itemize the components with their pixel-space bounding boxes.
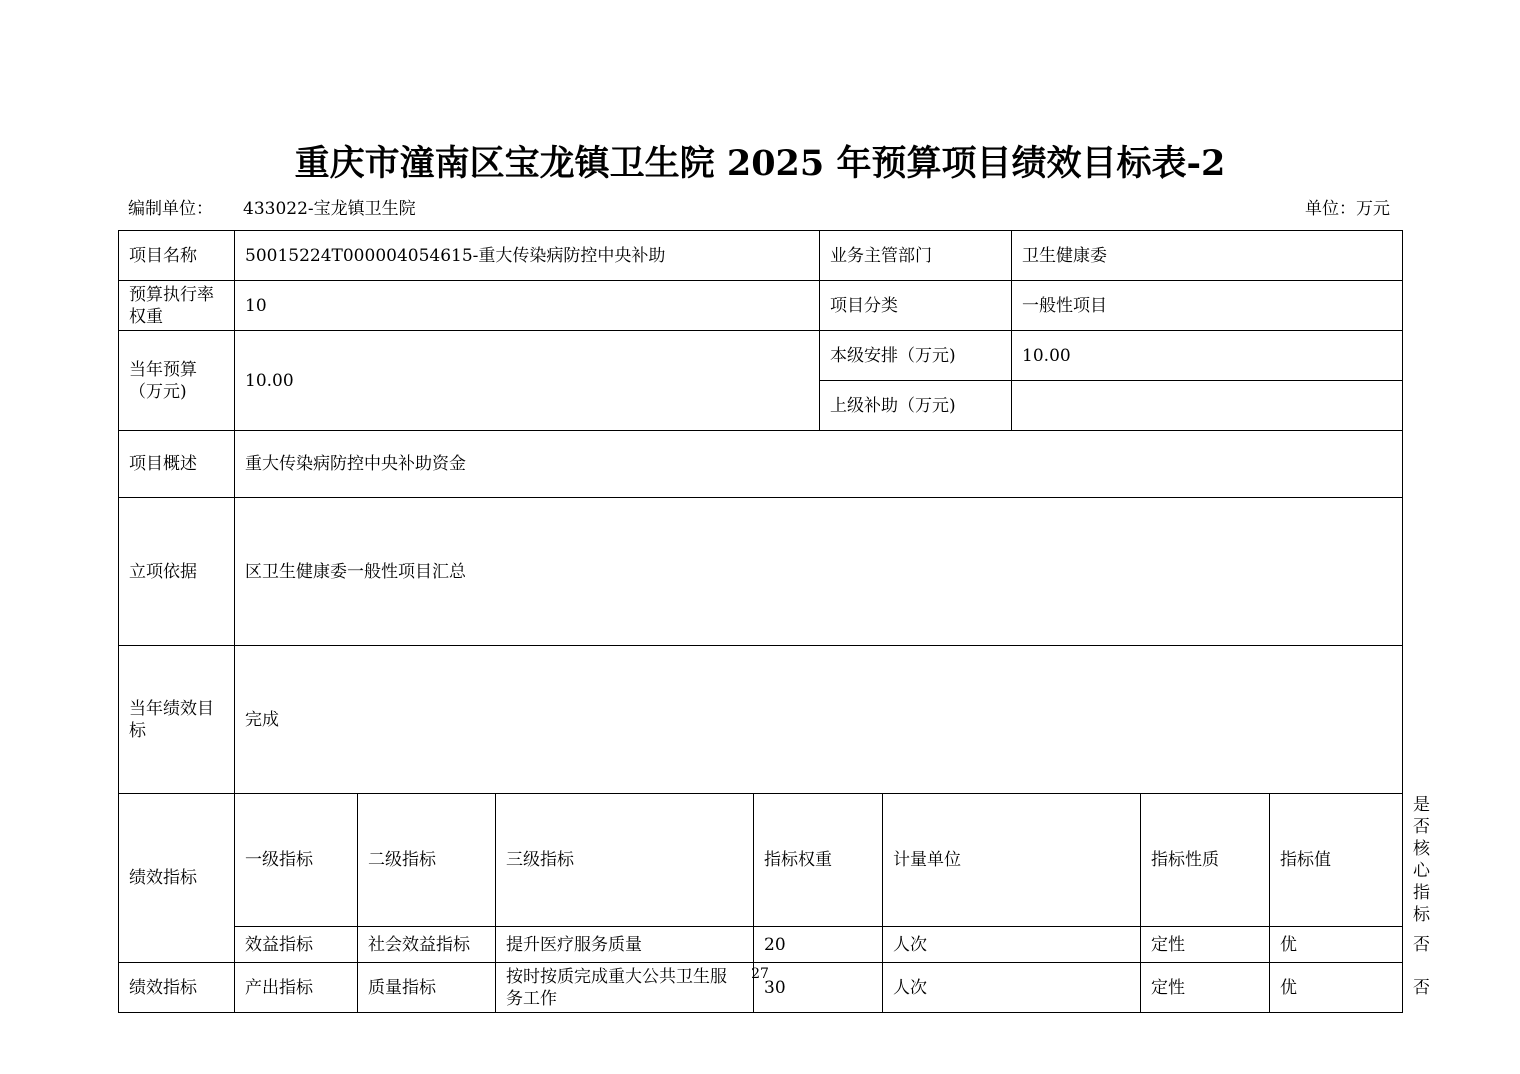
indicator-cell: 产出指标 [235, 963, 358, 1013]
indicator-header: 指标权重 [754, 794, 883, 927]
project-name-label: 项目名称 [119, 231, 235, 281]
currency-unit: 单位：万元 [1305, 199, 1390, 219]
indicator-header-row: 绩效指标 一级指标 二级指标 三级指标 指标权重 计量单位 指标性质 指标值 是否核心指标 [119, 794, 1403, 927]
row-project-name [119, 231, 1403, 281]
indicator-cell: 人次 [883, 963, 1141, 1013]
page-number: 27 [751, 966, 769, 982]
prepared-by-value: 433022-宝龙镇卫生院 [243, 199, 416, 219]
basis-label: 立项依据 [119, 498, 235, 646]
indicator-cell: 优 [1270, 927, 1403, 963]
overview-value: 重大传染病防控中央补助资金 [235, 431, 1403, 498]
goal-label: 当年绩效目标 [119, 646, 235, 794]
indicator-header: 计量单位 [883, 794, 1141, 927]
document-title: 重庆市潼南区宝龙镇卫生院 2025 年预算项目绩效目标表-2 [294, 143, 1226, 184]
goal-value: 完成 [235, 646, 1403, 794]
indicator-cell: 社会效益指标 [358, 927, 496, 963]
performance-table [118, 230, 1431, 1013]
indicator-cell: 按时按质完成重大公共卫生服务工作 [496, 963, 754, 1013]
project-name-value: 50015224T000004054615-重大传染病防控中央补助 [235, 231, 820, 281]
local-label: 本级安排（万元) [820, 331, 1012, 381]
indicator-section-label-2: 绩效指标 [119, 963, 235, 1013]
indicator-row: 效益指标 社会效益指标 提升医疗服务质量 20 人次 定性 优 否 [119, 927, 1403, 963]
indicator-cell: 定性 [1141, 927, 1270, 963]
basis-value: 区卫生健康委一般性项目汇总 [235, 498, 1403, 646]
prepared-by-label: 编制单位： [128, 199, 213, 219]
row-basis [119, 498, 1403, 646]
indicator-header: 二级指标 [358, 794, 496, 927]
budget-value: 10.00 [235, 331, 820, 431]
indicator-header: 指标性质 [1141, 794, 1270, 927]
row-exec-weight [119, 281, 1403, 331]
local-value: 10.00 [1012, 331, 1403, 381]
indicator-cell: 优 [1270, 963, 1403, 1013]
indicator-cell: 质量指标 [358, 963, 496, 1013]
category-value: 一般性项目 [1012, 281, 1403, 331]
indicator-section-label: 绩效指标 [119, 794, 235, 963]
upper-value [1012, 381, 1403, 431]
indicator-cell: 提升医疗服务质量 [496, 927, 754, 963]
indicator-cell: 人次 [883, 927, 1141, 963]
upper-label: 上级补助（万元) [820, 381, 1012, 431]
indicator-cell: 30 [754, 963, 883, 1013]
exec-weight-label: 预算执行率权重 [119, 281, 235, 331]
dept-value: 卫生健康委 [1012, 231, 1403, 281]
indicator-cell: 定性 [1141, 963, 1270, 1013]
budget-label: 当年预算（万元) [119, 331, 235, 431]
overview-label: 项目概述 [119, 431, 235, 498]
indicator-cell: 效益指标 [235, 927, 358, 963]
indicator-row: 绩效指标 产出指标 质量指标 按时按质完成重大公共卫生服务工作 30 人次 定性 优 否 [119, 963, 1403, 1013]
indicator-cell: 20 [754, 927, 883, 963]
indicator-header: 三级指标 [496, 794, 754, 927]
category-label: 项目分类 [820, 281, 1012, 331]
row-budget-local [119, 331, 1403, 381]
indicator-header: 指标值 [1270, 794, 1403, 927]
row-goal [119, 646, 1403, 794]
exec-weight-value: 10 [235, 281, 820, 331]
indicator-header: 一级指标 [235, 794, 358, 927]
dept-label: 业务主管部门 [820, 231, 1012, 281]
row-overview [119, 431, 1403, 498]
